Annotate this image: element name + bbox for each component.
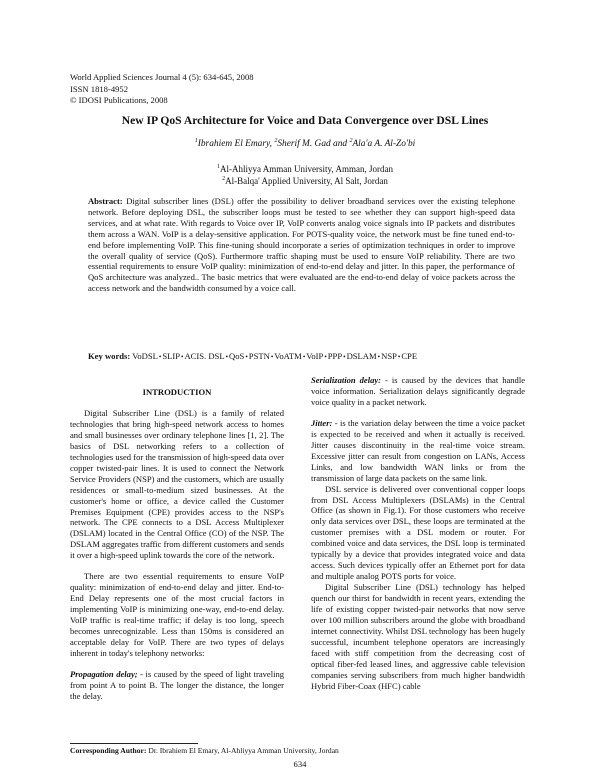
keyword: DSLAM — [346, 351, 377, 361]
keyword-separator: • — [302, 353, 306, 361]
author-sup: 2 — [349, 138, 353, 144]
abstract — [88, 196, 515, 294]
keyword-separator: • — [377, 353, 381, 361]
keyword-list — [132, 351, 417, 361]
left-column — [70, 375, 284, 702]
keyword-separator: • — [158, 353, 162, 361]
serialization-delay-term: Serialization delay: — [311, 375, 381, 385]
author-name: Ala'a A. Al-Zo'bi — [352, 139, 416, 149]
corresponding-author-text: Dr. Ibrahiem El Emary, Al-Ahliyya Amman University, Jordan — [146, 746, 339, 755]
affiliation-name: Al-Balqa' Applied University, Al Salt, Jordan — [225, 175, 388, 186]
corresponding-author — [70, 746, 339, 755]
intro-paragraph-1: Digital Subscriber Line (DSL) is a family of related technologies that bring high-speed network access to homes and small businesses over ordinary telephone lines [1, 2]. The basics of DSL networking refers to a collection of technologies used for the transmission of high-speed data over copper twisted-pair lines. It is used to connect the Network Service Providers (NSP) and the customers, which are usually residences or small-to-medium sized businesses. At the customer's home or office, a device called the Customer Premises Equipment (CPE) provides access to the NSP's network. The CPE connects to a DSL Access Multiplexer (DSLAM) located in the Central Office (CO) of the NSP. The DSLAM aggregates traffic from different customers and sends it over a high-speed uplink towards the core of the network. — [70, 407, 285, 561]
keywords-label: Key words: — [88, 351, 131, 361]
keyword-separator: • — [397, 353, 401, 361]
author-name: Ibrahiem El Emary, — [197, 139, 275, 149]
affiliation — [60, 176, 550, 188]
affiliation-name: Al-Ahliyya Amman University, Amman, Jordan — [220, 164, 393, 174]
paper-title: New IP QoS Architecture for Voice and Data Convergence over DSL Lines — [121, 114, 489, 127]
dsl-technology-paragraph: Digital Subscriber Line (DSL) technology has helped quench our thirst for bandwidth in recent years, extending the life of existing copper twisted-pair networks that now serve over 100 million subscribers around the globe with broadband internet connectivity. Whilst DSL technology has been hugely successful, incumbent telephone operators are increasingly faced with stiff competition from the decreasing cost of optical fiber-fed leased lines, and aggressive cable television companies serving subscribers from much higher bandwidth Hybrid Fiber-Coax (HFC) cable — [311, 582, 525, 691]
author-list — [60, 139, 550, 149]
issn: ISSN 1818-4952 — [70, 83, 129, 94]
page-number: 634 — [293, 759, 307, 769]
propagation-delay-paragraph — [70, 669, 284, 702]
footer-rule — [70, 743, 198, 744]
journal-header — [70, 72, 254, 107]
serialization-delay-paragraph — [311, 375, 525, 408]
keyword-separator: • — [245, 353, 248, 361]
keyword: SLIP — [162, 351, 181, 361]
propagation-delay-term: Propagation delay; — [70, 668, 138, 679]
intro-paragraph-2: There are two essential requirements to ensure VoIP quality: minimization of end-to-end delay and jitter. End-to-End Delay represents one of the most crucial factors in implementing VoIP is minimizing one-way, end-to-end delay. VoIP traffic is real-time traffic; if delay is too long, speech becomes unrecognizable. Less than 150ms is considered an acceptable delay for VoIP. There are two types of delays inherent in today's telephony networks: — [70, 571, 284, 658]
keyword: ACIS. DSL — [184, 351, 225, 361]
jitter-paragraph — [311, 418, 525, 484]
affiliation — [60, 164, 550, 176]
author-sup: 1 — [194, 138, 198, 144]
serialization-delay-text: - is caused by the devices that handle voice information. Serialization delays significantly degrade voice quality in a packet network. — [311, 375, 525, 407]
keyword: VoIP — [306, 351, 324, 361]
author-sup: 2 — [274, 138, 278, 144]
propagation-delay-text: - is caused by the speed of light traveling from point A to point B. The longer the distance, the longer the delay. — [70, 668, 284, 701]
keywords — [88, 351, 417, 361]
keyword: PSTN — [248, 351, 270, 361]
jitter-term: Jitter: — [311, 417, 333, 428]
keyword-separator: • — [343, 353, 346, 361]
affiliations — [60, 164, 550, 187]
abstract-label: Abstract: — [88, 196, 123, 206]
keyword: NSP — [381, 351, 397, 361]
affiliation-sup: 2 — [222, 175, 226, 182]
keyword-separator: • — [181, 353, 184, 361]
abstract-text: Digital subscriber lines (DSL) offer the possibility to deliver broadband services over the existing telephone network. Before deploying DSL, the subscriber loops must be tested to see whether they can support high-speed data services, and at what rate. With regards to Voice over IP, VoIP converts analog voice signals into IP packets and distributes them across a WAN. VoIP is a delay-sensitive application. For POTS-quality voice, the network must be fine tuned end-to-end before implementing VoIP. This fine-tuning should incorporate a series of optimization techniques in order to improve the overall quality of service (QoS). Furthermore traffic shaping must be used to ensure VoIP reliability. There are two essential requirements to ensure VoIP quality: minimization of end-to-end delay and jitter. In this paper, the performance of QoS architecture was analyzed.. The basic metrics that were evaluated are the end-to-end delay of voice packets across the access network and the bandwidth consumed by a voice call. — [88, 196, 515, 294]
corresponding-author-label: Corresponding Author: — [70, 746, 147, 755]
author-name: Sherif M. Gad and — [277, 139, 350, 149]
keyword-separator: • — [324, 353, 327, 361]
affiliation-sup: 1 — [217, 164, 221, 170]
keyword: CPE — [401, 351, 418, 361]
jitter-text: - is the variation delay between the time a voice packet is expected to be received and when it actually is received. Jitter causes discontinuity in the real-time voice stream. Excessive jitter can result from congestion on LANs, Access Links, and low bandwidth WAN links or from the transmission of large data packets on the same link. — [311, 417, 525, 483]
publisher: © IDOSI Publications, 2008 — [70, 95, 168, 105]
section-heading-introduction: INTRODUCTION — [142, 387, 212, 397]
keyword: PPP — [327, 351, 343, 361]
keyword-separator: • — [270, 353, 274, 361]
dsl-service-paragraph: DSL service is delivered over conventional copper loops from DSL Access Multiplexers (DSLAMs) in the Central Office (as shown in Fig.1). For those customers who receive only data services over DSL, these loops are terminated at the customer premises with a DSL modem or router. For combined voice and data services, the DSL loop is terminated typically by a device that provides integrated voice and data access. Such devices typically offer an Ethernet port for data and multiple analog POTS ports for voice. — [311, 483, 525, 582]
right-column — [311, 375, 525, 692]
keyword: VoDSL — [132, 351, 158, 361]
keyword: VoATM — [274, 351, 302, 361]
journal-citation: World Applied Sciences Journal 4 (5): 634-645, 2008 — [70, 72, 254, 82]
keyword-separator: • — [225, 353, 229, 361]
keyword: QoS — [229, 351, 245, 361]
